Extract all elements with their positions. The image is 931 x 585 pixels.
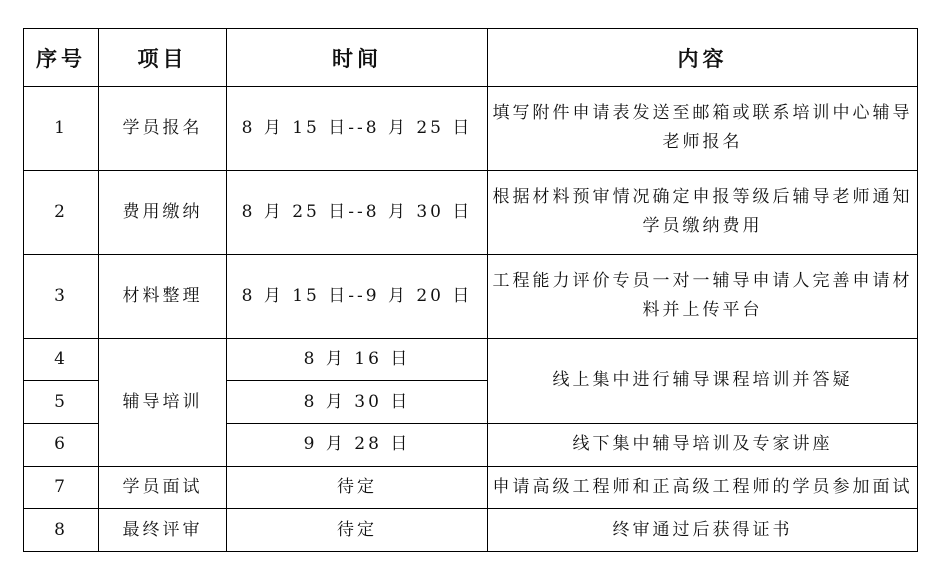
row-time: 8 月 30 日 [227, 381, 488, 424]
header-cell-no: 序号 [24, 29, 99, 87]
table-row [24, 254, 918, 338]
table-row [24, 466, 918, 509]
table-row [24, 170, 918, 254]
row-time: 待定 [227, 509, 488, 552]
row-content-cell [488, 338, 918, 423]
row-item: 学员报名 [99, 87, 227, 171]
header-cell-content: 内容 [488, 29, 918, 87]
row-content: 填写附件申请表发送至邮箱或联系培训中心辅导老师报名 [492, 103, 913, 153]
row-time: 8 月 25 日--8 月 30 日 [227, 170, 488, 254]
row-number: 4 [24, 338, 99, 381]
row-number: 3 [24, 254, 99, 338]
row-time: 9 月 28 日 [227, 423, 488, 466]
row-time: 8 月 15 日--9 月 20 日 [227, 254, 488, 338]
row-number: 8 [24, 509, 99, 552]
row-content: 线下集中辅导培训及专家讲座 [572, 434, 833, 455]
row-number: 7 [24, 466, 99, 509]
row-number: 1 [24, 87, 99, 171]
row-content-cell [488, 466, 918, 509]
row-content-cell [488, 423, 918, 466]
header-cell-time: 时间 [227, 29, 488, 87]
row-content: 申请高级工程师和正高级工程师的学员参加面试 [492, 476, 913, 497]
row-number: 6 [24, 423, 99, 466]
row-number: 5 [24, 381, 99, 424]
row-item: 最终评审 [99, 509, 227, 552]
row-item: 费用缴纳 [99, 170, 227, 254]
row-time: 待定 [227, 466, 488, 509]
schedule-table [23, 28, 918, 552]
row-item: 辅导培训 [99, 338, 227, 466]
row-content-cell [488, 87, 918, 171]
row-time: 8 月 16 日 [227, 338, 488, 381]
row-item: 学员面试 [99, 466, 227, 509]
header-cell-item: 项目 [99, 29, 227, 87]
row-content-cell [488, 254, 918, 338]
table-row [24, 338, 918, 381]
row-content: 根据材料预审情况确定申报等级后辅导老师通知学员缴纳费用 [492, 187, 913, 237]
row-number: 2 [24, 170, 99, 254]
row-time: 8 月 15 日--8 月 25 日 [227, 87, 488, 171]
row-content-cell [488, 509, 918, 552]
row-content-cell [488, 170, 918, 254]
table-row [24, 509, 918, 552]
row-content: 线上集中进行辅导课程培训并答疑 [552, 370, 853, 391]
header-row [24, 29, 918, 87]
row-item: 材料整理 [99, 254, 227, 338]
table-row [24, 87, 918, 171]
row-content: 工程能力评价专员一对一辅导申请人完善申请材料并上传平台 [492, 271, 913, 321]
row-content: 终审通过后获得证书 [612, 519, 793, 540]
